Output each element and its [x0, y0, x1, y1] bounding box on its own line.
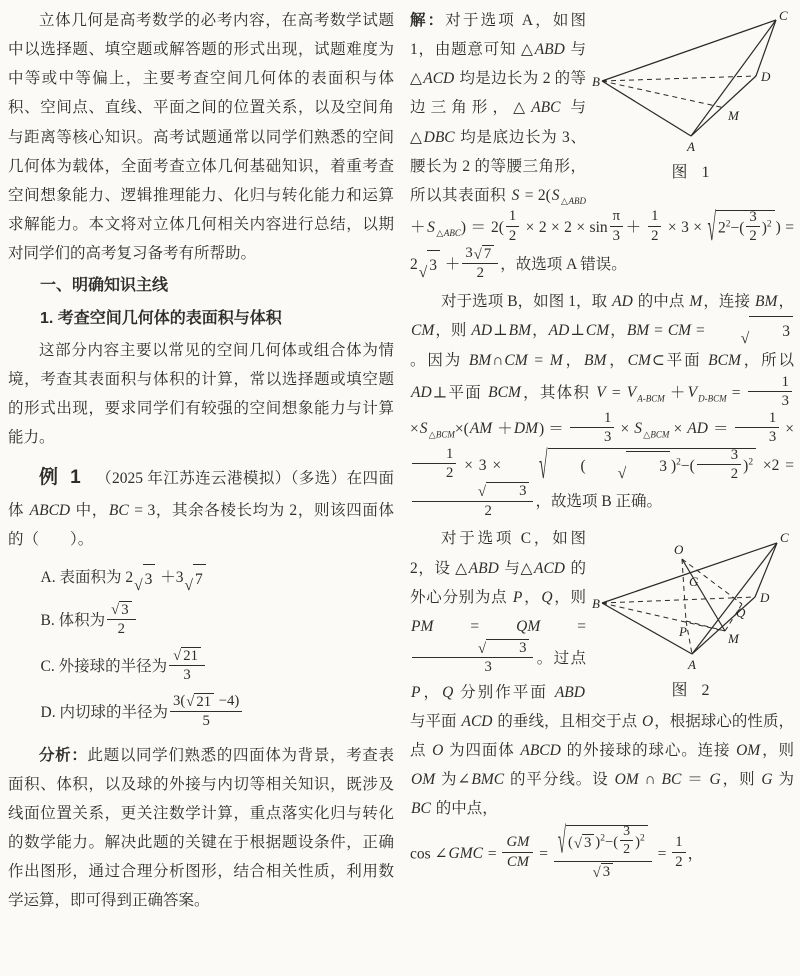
- vertex-label-a: A: [688, 657, 696, 673]
- left-column: [8, 6, 394, 974]
- vertex-label-o: O: [674, 542, 684, 558]
- figure-1-drawing: [592, 8, 794, 158]
- vertex-label-m: M: [728, 108, 739, 123]
- vertex-label-a: A: [687, 139, 695, 154]
- figure-2: [592, 526, 794, 700]
- option-d: D. 内切球的半径为 3( √ 21 −4) 5: [41, 695, 394, 732]
- vertex-label-m: M: [728, 631, 739, 647]
- example-stem: [8, 460, 394, 554]
- intro-paragraph: 立体几何是高考数学的必考内容，在高考数学试题中以选择题、填空题或解答题的形式出现，试题难度为中等或中等偏上，主要考查空间几何体的表面积与体积、空间点、直线、平面之间的位置关系，以及空间角与距离等核心知识。高考试题通常以同学们熟悉的空间几何体为载体，全面考查立体几何基础知识，着重考查空间想象能力、逻辑推理能力、化归与转化能力和运算求解能力。本文将对立体几何相关内容进行总结，以期对同学们的高考复习备考有所帮助。: [8, 12, 394, 262]
- figure-2-caption: 图 2: [671, 682, 715, 700]
- vertex-label-c: C: [780, 530, 789, 546]
- vertex-label-c: C: [779, 8, 788, 23]
- subsection-heading: 1. 考查空间几何体的表面积与体积: [40, 309, 282, 327]
- vertex-label-d: D: [760, 590, 770, 606]
- example-stem-text: （2025 年江苏连云港模拟）（多选）在四面体 ABCD 中，BC = 3，其余各棱长均为 2，则该四面体的（ ）。: [8, 470, 394, 549]
- figure-1: [592, 8, 794, 182]
- analysis-paragraph: 分析：此题以同学们熟悉的四面体为背景，考查表面积、体积，以及球的外接与内切等相关知识，既涉及线面位置关系，更关注数学计算，重点落实化归与转化的数学能力。解决此题的关键在于根据题设条件，正确作出图形，通过合理分析图形，结合相关性质，利用数学运算，即可得到正确答案。: [8, 746, 394, 910]
- option-b: B. 体积为 √ 3 2: [41, 603, 394, 640]
- solution-option-c: 对于选项 C，如图 2，设 △ABD 与△ACD 的外心分别为点 P，Q，则 PM = QM = √ 3 3 。过点 P，Q 分别作平面 ABD 与平面 ACD 的垂线，且相交于点 O，根据球心的性质，点 O 为四面体 ABCD 的外接球的球心。连接 OM，则 OM 为∠BMC 的平分线。设 OM ∩ BC ＝ G，则 G 为 BC 的中点，: [410, 530, 794, 818]
- vertex-label-d: D: [761, 69, 771, 84]
- solution-option-a: 解：对于选项 A，如图 1，由题意可知 △ABD 与△ACD 均是边长为 2 的等边三角形，△ABC 与△DBC 均是底边长为 3、腰长为 2 的等腰三角形，所以其表面积 $S = 2(S_{\triangle ABD} +S_{\triangle ABC}) = 2$( $\frac{1}{2}$ × 2 × 2 × sin $\frac{\pi}{3}$ ＋ $\frac{1}{2}$ × 3 × √ $2^2-$( $\frac{3}{2}$ )$^2$ ) = 2 √ 3 ＋ 3 √ 7 2 ，故选项 A 错误。: [410, 12, 794, 282]
- section-intro-paragraph: 这部分内容主要以常见的空间几何体或组合体为情境，考查其表面积与体积的计算，常以选择题或填空题的形式出现，要求同学们有较强的空间想象能力与计算能力。: [8, 341, 394, 447]
- figure-1-solid-edges: [602, 20, 776, 136]
- figure-1-caption: 图 1: [671, 164, 715, 181]
- option-c: C. 外接球的半径为 √ 21 3: [41, 649, 394, 686]
- vertex-label-g: G: [689, 574, 699, 590]
- figure-2-drawing: [592, 526, 794, 676]
- vertex-label-p: P: [679, 624, 687, 640]
- vertex-label-b: B: [592, 74, 600, 89]
- vertex-label-b: B: [592, 596, 600, 612]
- right-column: [410, 6, 794, 974]
- section-heading: 一、明确知识主线: [40, 277, 169, 295]
- example-label: 例 1: [39, 467, 84, 489]
- option-a: A. 表面积为 2 √ 3 ＋3 √ 7: [41, 563, 394, 594]
- vertex-label-q: Q: [736, 605, 746, 621]
- figure-1-dashed-edges: [602, 76, 756, 108]
- figure-2-solid-edges: [602, 543, 777, 654]
- solution-option-b: 对于选项 B，如图 1，取 AD 的中点 M，连接 BM，CM，则 AD⊥BM，AD⊥CM，BM = CM = √ 3 。因为 BM∩CM = M，BM，CM⊂平面 BCM，所以 AD⊥平面 BCM，其体积 $V = V_{A-BCM} +V_{D-BCM}$ = $\frac{1}{3}$ $\times S_{\triangle BCM}\times(AM +DM)$ ＝ $\frac{1}{3}$ × $S_{\triangle BCM}$ × AD ＝ $\frac{1}{3}$ × $\frac{1}{2}$ × 3 × √ ( √ 3 )$^2$−( $\frac{3}{2}$ )$^2$ ×2 = √ 3 2 ，故选项 B 正确。: [410, 292, 794, 519]
- cos-formula-line: cos ∠GMC = $\frac{GM}{CM}$ = √ ( √ 3 )$^2$−( $\frac{3}{2}$ )$^2$ √ 3 = $\frac{1}{2}$ ，: [410, 822, 704, 881]
- options-list: [8, 563, 394, 731]
